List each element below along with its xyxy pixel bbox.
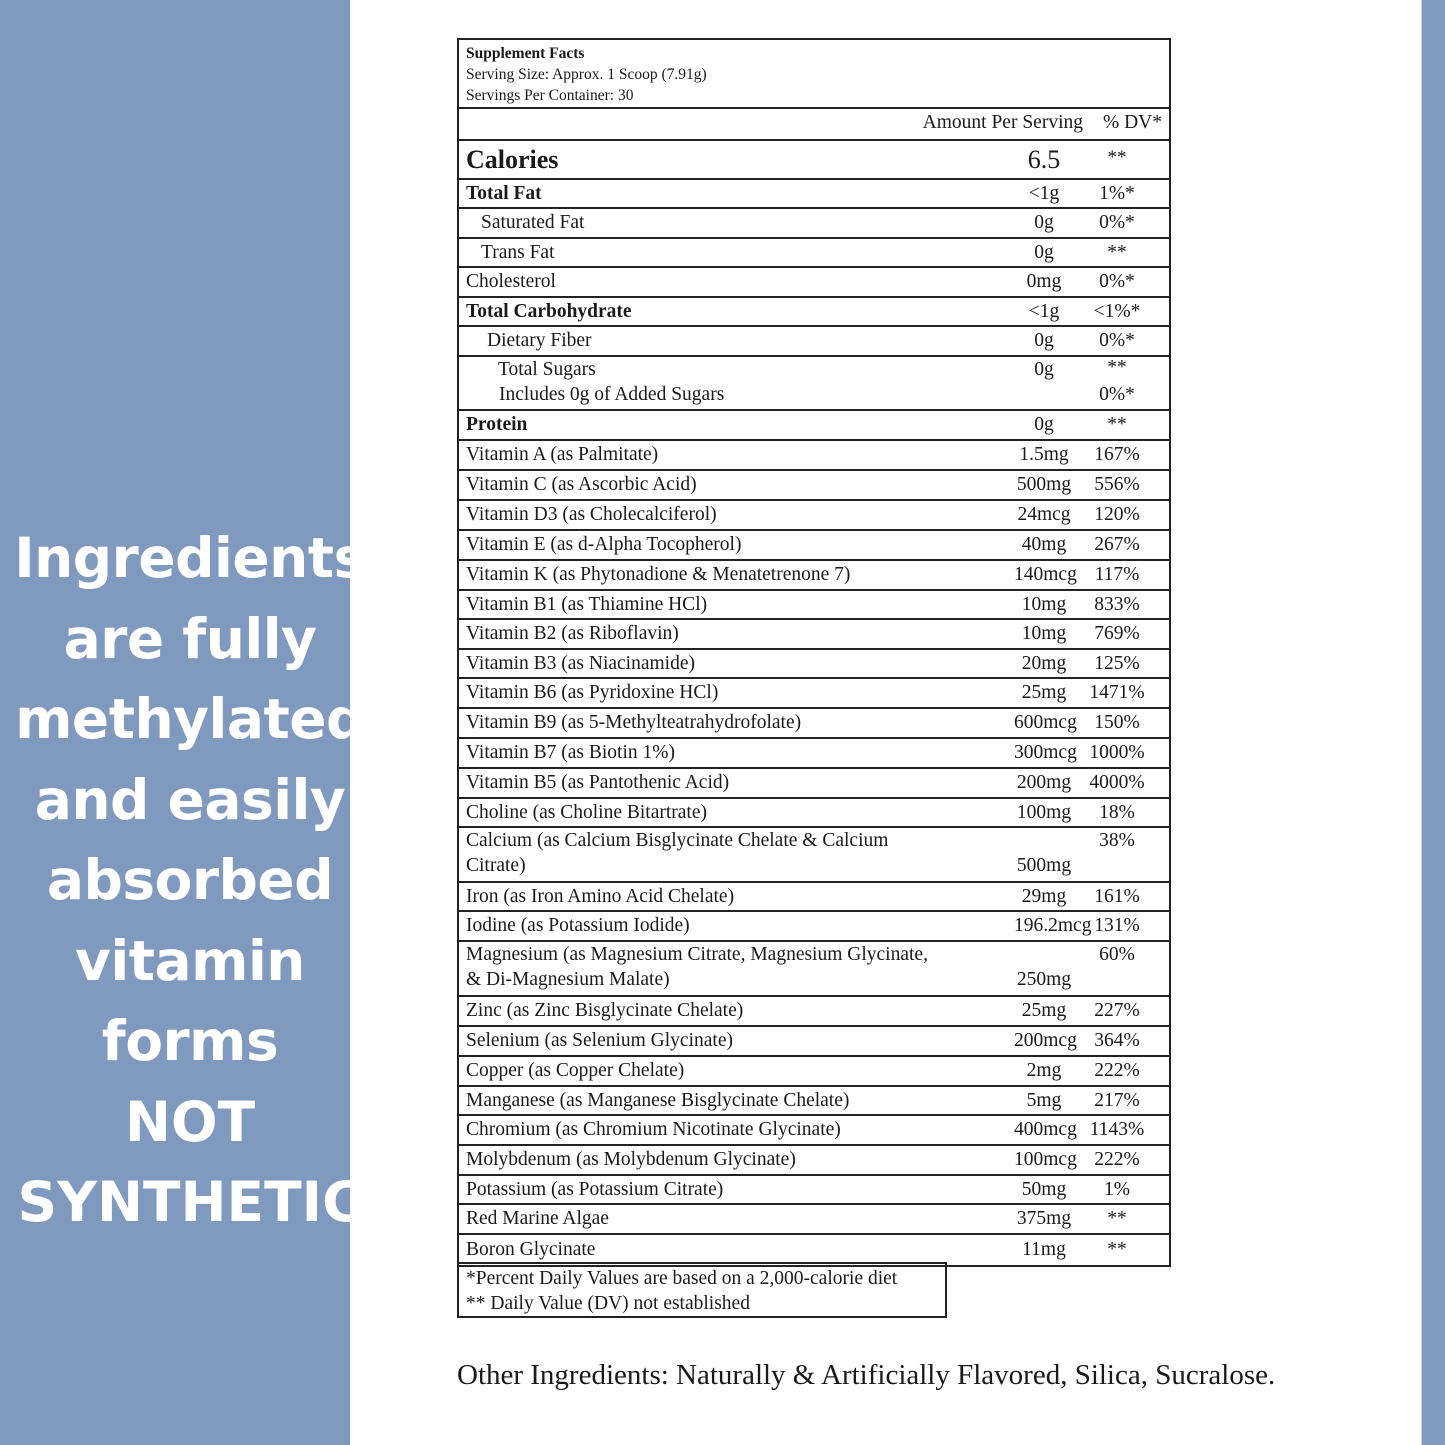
nutrient-amount: 0g xyxy=(1034,212,1054,233)
calories-row xyxy=(459,141,1169,180)
nutrient-name: Copper (as Copper Chelate) xyxy=(466,1060,685,1081)
nutrient-amount: 10mg xyxy=(1021,593,1067,615)
calories-dv: ** xyxy=(1107,147,1127,168)
nutrient-row xyxy=(459,209,1169,239)
nutrient-name: Molybdenum (as Molybdenum Glycinate) xyxy=(466,1149,796,1170)
nutrient-amount: 5mg xyxy=(1026,1089,1062,1111)
nutrient-dv: 167% xyxy=(1094,444,1140,465)
nutrient-row xyxy=(459,180,1169,209)
promo-line: absorbed xyxy=(46,848,334,912)
nutrient-dv: ** xyxy=(1107,241,1127,263)
nutrient-name: Dietary Fiber xyxy=(487,330,592,351)
nutrient-row xyxy=(459,327,1169,357)
nutrient-amount: 25mg xyxy=(1021,1000,1067,1021)
column-headers xyxy=(459,109,1169,141)
nutrient-dv: 125% xyxy=(1094,652,1140,674)
nutrient-row xyxy=(459,620,1169,650)
footnote-not-established: ** Daily Value (DV) not established xyxy=(466,1293,750,1314)
nutrient-amount: 40mg xyxy=(1021,534,1067,555)
nutrient-dv: ** xyxy=(1107,1239,1127,1260)
nutrient-amount: 11mg xyxy=(1022,1239,1066,1260)
nutrient-dv: 1471% xyxy=(1089,682,1145,703)
servings-per-container: Servings Per Container: 30 xyxy=(466,87,634,104)
nutrient-dv: ** xyxy=(1107,357,1127,378)
calories-amount: 6.5 xyxy=(1027,144,1061,174)
nutrient-row xyxy=(459,561,1169,591)
nutrient-name: Cholesterol xyxy=(466,271,556,292)
nutrient-dv: 267% xyxy=(1094,534,1140,555)
nutrient-row xyxy=(459,709,1169,739)
nutrient-dv: 769% xyxy=(1094,623,1140,644)
nutrient-dv: <1%* xyxy=(1093,300,1141,322)
nutrient-row xyxy=(459,239,1169,268)
nutrient-amount: 500mg xyxy=(1016,855,1072,876)
nutrient-row xyxy=(459,1116,1169,1146)
nutrient-dv: 1% xyxy=(1104,1178,1130,1200)
promo-line: vitamin xyxy=(75,928,305,993)
nutrient-name: Vitamin B1 (as Thiamine HCl) xyxy=(466,593,708,615)
nutrient-dv: 38% xyxy=(1099,830,1135,851)
nutrient-amount: 10mg xyxy=(1021,623,1067,644)
nutrient-name: Red Marine Algae xyxy=(466,1208,609,1229)
nutrient-name: Chromium (as Chromium Nicotinate Glycinate) xyxy=(466,1119,841,1140)
calories-label: Calories xyxy=(466,144,559,174)
nutrient-name: Selenium (as Selenium Glycinate) xyxy=(466,1030,733,1051)
added-sugars-dv: 0%* xyxy=(1099,384,1135,405)
nutrient-dv: 0%* xyxy=(1099,330,1135,351)
nutrient-amount: <1g xyxy=(1028,182,1060,204)
nutrient-dv: 227% xyxy=(1094,1000,1140,1021)
nutrient-dv: 222% xyxy=(1094,1060,1140,1081)
nutrient-name: Vitamin B6 (as Pyridoxine HCl) xyxy=(466,682,719,703)
decorative-stripe xyxy=(1421,0,1445,1445)
nutrient-amount: 200mcg xyxy=(1014,1030,1077,1051)
nutrient-row xyxy=(459,591,1169,620)
nutrient-row xyxy=(459,1176,1169,1205)
nutrient-name: Vitamin D3 (as Cholecalciferol) xyxy=(466,504,717,525)
nutrient-amount: 0g xyxy=(1034,330,1054,351)
nutrient-row xyxy=(459,411,1169,441)
nutrient-name: Vitamin B2 (as Riboflavin) xyxy=(466,623,679,644)
nutrient-row xyxy=(459,441,1169,471)
nutrient-amount: 100mg xyxy=(1016,801,1072,823)
nutrient-row xyxy=(459,799,1169,828)
nutrient-row xyxy=(459,679,1169,709)
nutrient-amount: 50mg xyxy=(1021,1178,1067,1200)
nutrient-dv: 1%* xyxy=(1099,182,1135,204)
nutrient-name-cont: & Di-Magnesium Malate) xyxy=(466,969,670,990)
facts-title: Supplement Facts xyxy=(466,45,585,62)
nutrient-name: Vitamin C (as Ascorbic Acid) xyxy=(466,474,697,495)
nutrient-name: Iron (as Iron Amino Acid Chelate) xyxy=(466,885,735,907)
nutrient-row xyxy=(459,298,1169,327)
nutrient-name: Choline (as Choline Bitartrate) xyxy=(466,801,707,823)
nutrient-amount: 20mg xyxy=(1021,652,1067,674)
nutrient-amount: 375mg xyxy=(1016,1208,1072,1229)
promo-headline xyxy=(0,518,380,1243)
footnote-box xyxy=(457,1262,947,1318)
nutrient-dv: 1000% xyxy=(1089,742,1145,763)
nutrient-amount: 29mg xyxy=(1021,885,1067,907)
dv-header: % DV* xyxy=(1102,112,1162,133)
facts-header xyxy=(459,40,1169,109)
nutrient-dv: 222% xyxy=(1094,1149,1140,1170)
nutrient-row xyxy=(459,912,1169,942)
nutrient-name: Trans Fat xyxy=(481,241,555,263)
nutrient-amount: 500mg xyxy=(1016,474,1072,495)
nutrient-name: Vitamin B5 (as Pantothenic Acid) xyxy=(466,772,730,793)
nutrient-amount: 1.5mg xyxy=(1019,444,1069,465)
nutrient-row xyxy=(459,1205,1169,1235)
nutrient-dv: 60% xyxy=(1099,944,1135,965)
nutrient-name: Calcium (as Calcium Bisglycinate Chelate & Calcium xyxy=(466,830,889,851)
nutrient-amount: 400mcg xyxy=(1014,1119,1077,1140)
serving-size: Serving Size: Approx. 1 Scoop (7.91g) xyxy=(466,66,707,83)
nutrient-amount: 300mcg xyxy=(1014,742,1077,763)
nutrient-row xyxy=(459,650,1169,679)
nutrient-dv: 364% xyxy=(1094,1030,1140,1051)
nutrient-dv: 0%* xyxy=(1099,271,1135,292)
nutrient-name: Manganese (as Manganese Bisglycinate Chelate) xyxy=(466,1089,850,1111)
nutrient-dv: ** xyxy=(1107,1208,1127,1229)
nutrient-dv: 4000% xyxy=(1089,772,1145,793)
nutrient-row xyxy=(459,357,1169,411)
nutrient-name: Boron Glycinate xyxy=(466,1239,596,1260)
nutrient-name: Iodine (as Potassium Iodide) xyxy=(466,915,690,936)
nutrient-row xyxy=(459,1027,1169,1057)
nutrient-amount: 200mg xyxy=(1016,772,1072,793)
nutrient-rows xyxy=(459,180,1169,1265)
nutrient-dv: ** xyxy=(1107,414,1127,435)
nutrient-name: Vitamin K (as Phytonadione & Menatetrenone 7) xyxy=(466,564,851,585)
nutrient-dv: 120% xyxy=(1094,504,1140,525)
nutrient-name: Total Sugars xyxy=(498,359,596,380)
amount-header: Amount Per Serving xyxy=(922,112,1083,133)
nutrient-dv: 18% xyxy=(1099,801,1135,823)
nutrient-row xyxy=(459,739,1169,769)
nutrient-row xyxy=(459,1235,1169,1265)
nutrient-row xyxy=(459,501,1169,531)
nutrient-amount: 250mg xyxy=(1016,969,1072,990)
nutrient-name: Vitamin B3 (as Niacinamide) xyxy=(466,652,695,674)
nutrient-name: Total Carbohydrate xyxy=(466,300,632,322)
promo-line: NOT xyxy=(124,1089,256,1154)
nutrient-name: Vitamin B9 (as 5-Methylteatrahydrofolate) xyxy=(466,712,802,733)
footnote-dv: *Percent Daily Values are based on a 2,000-calorie diet xyxy=(466,1268,898,1289)
nutrient-dv: 556% xyxy=(1094,474,1140,495)
nutrient-amount: 600mcg xyxy=(1014,712,1077,733)
nutrient-amount: 0g xyxy=(1034,241,1054,263)
nutrient-name: Vitamin E (as d-Alpha Tocopherol) xyxy=(466,534,742,555)
supplement-facts-table xyxy=(457,38,1171,1267)
nutrient-name: Protein xyxy=(466,414,528,435)
nutrient-dv: 217% xyxy=(1094,1089,1140,1111)
nutrient-row xyxy=(459,997,1169,1027)
nutrient-dv: 833% xyxy=(1094,593,1140,615)
nutrient-dv: 161% xyxy=(1094,885,1140,907)
promo-line: methylated xyxy=(15,687,365,751)
nutrient-row xyxy=(459,531,1169,561)
nutrient-dv: 0%* xyxy=(1099,212,1135,233)
nutrient-row xyxy=(459,942,1169,997)
promo-line: SYNTHETIC xyxy=(17,1170,363,1234)
nutrient-dv: 117% xyxy=(1094,564,1140,585)
nutrient-amount: 100mcg xyxy=(1014,1149,1077,1170)
nutrient-amount: 2mg xyxy=(1026,1060,1062,1081)
nutrient-dv: 150% xyxy=(1094,712,1140,733)
nutrient-row xyxy=(459,1146,1169,1176)
nutrient-name: Potassium (as Potassium Citrate) xyxy=(466,1178,724,1200)
nutrient-row xyxy=(459,471,1169,501)
nutrient-amount: 196.2mcg xyxy=(1014,915,1092,936)
nutrient-amount: 0g xyxy=(1034,414,1054,435)
promo-line: Ingredients xyxy=(14,526,366,590)
nutrient-amount: <1g xyxy=(1028,300,1060,322)
nutrient-amount: 24mcg xyxy=(1017,504,1071,525)
added-sugars-label: Includes 0g of Added Sugars xyxy=(499,384,725,405)
nutrient-row xyxy=(459,268,1169,298)
promo-line: are fully xyxy=(63,606,317,671)
other-ingredients: Other Ingredients: Naturally & Artificially Flavored, Silica, Sucralose. xyxy=(457,1359,1276,1391)
nutrient-row xyxy=(459,769,1169,799)
nutrient-name: Zinc (as Zinc Bisglycinate Chelate) xyxy=(466,1000,744,1021)
nutrient-name: Magnesium (as Magnesium Citrate, Magnesium Glycinate, xyxy=(466,944,928,965)
nutrient-name: Saturated Fat xyxy=(481,212,585,233)
nutrient-row xyxy=(459,828,1169,883)
promo-line: and easily xyxy=(34,767,346,832)
nutrient-amount: 0mg xyxy=(1026,271,1062,292)
nutrient-amount: 0g xyxy=(1034,359,1054,380)
nutrient-name: Vitamin A (as Palmitate) xyxy=(466,444,659,465)
nutrient-row xyxy=(459,1087,1169,1116)
nutrient-amount: 140mcg xyxy=(1014,564,1077,585)
nutrient-row xyxy=(459,1057,1169,1087)
nutrient-name-cont: Citrate) xyxy=(466,855,526,876)
nutrient-name: Total Fat xyxy=(466,182,542,204)
promo-line: forms xyxy=(101,1009,279,1073)
nutrient-dv: 131% xyxy=(1094,915,1140,936)
nutrient-name: Vitamin B7 (as Biotin 1%) xyxy=(466,742,675,763)
nutrient-dv: 1143% xyxy=(1089,1119,1145,1140)
nutrient-row xyxy=(459,883,1169,912)
nutrient-amount: 25mg xyxy=(1021,682,1067,703)
